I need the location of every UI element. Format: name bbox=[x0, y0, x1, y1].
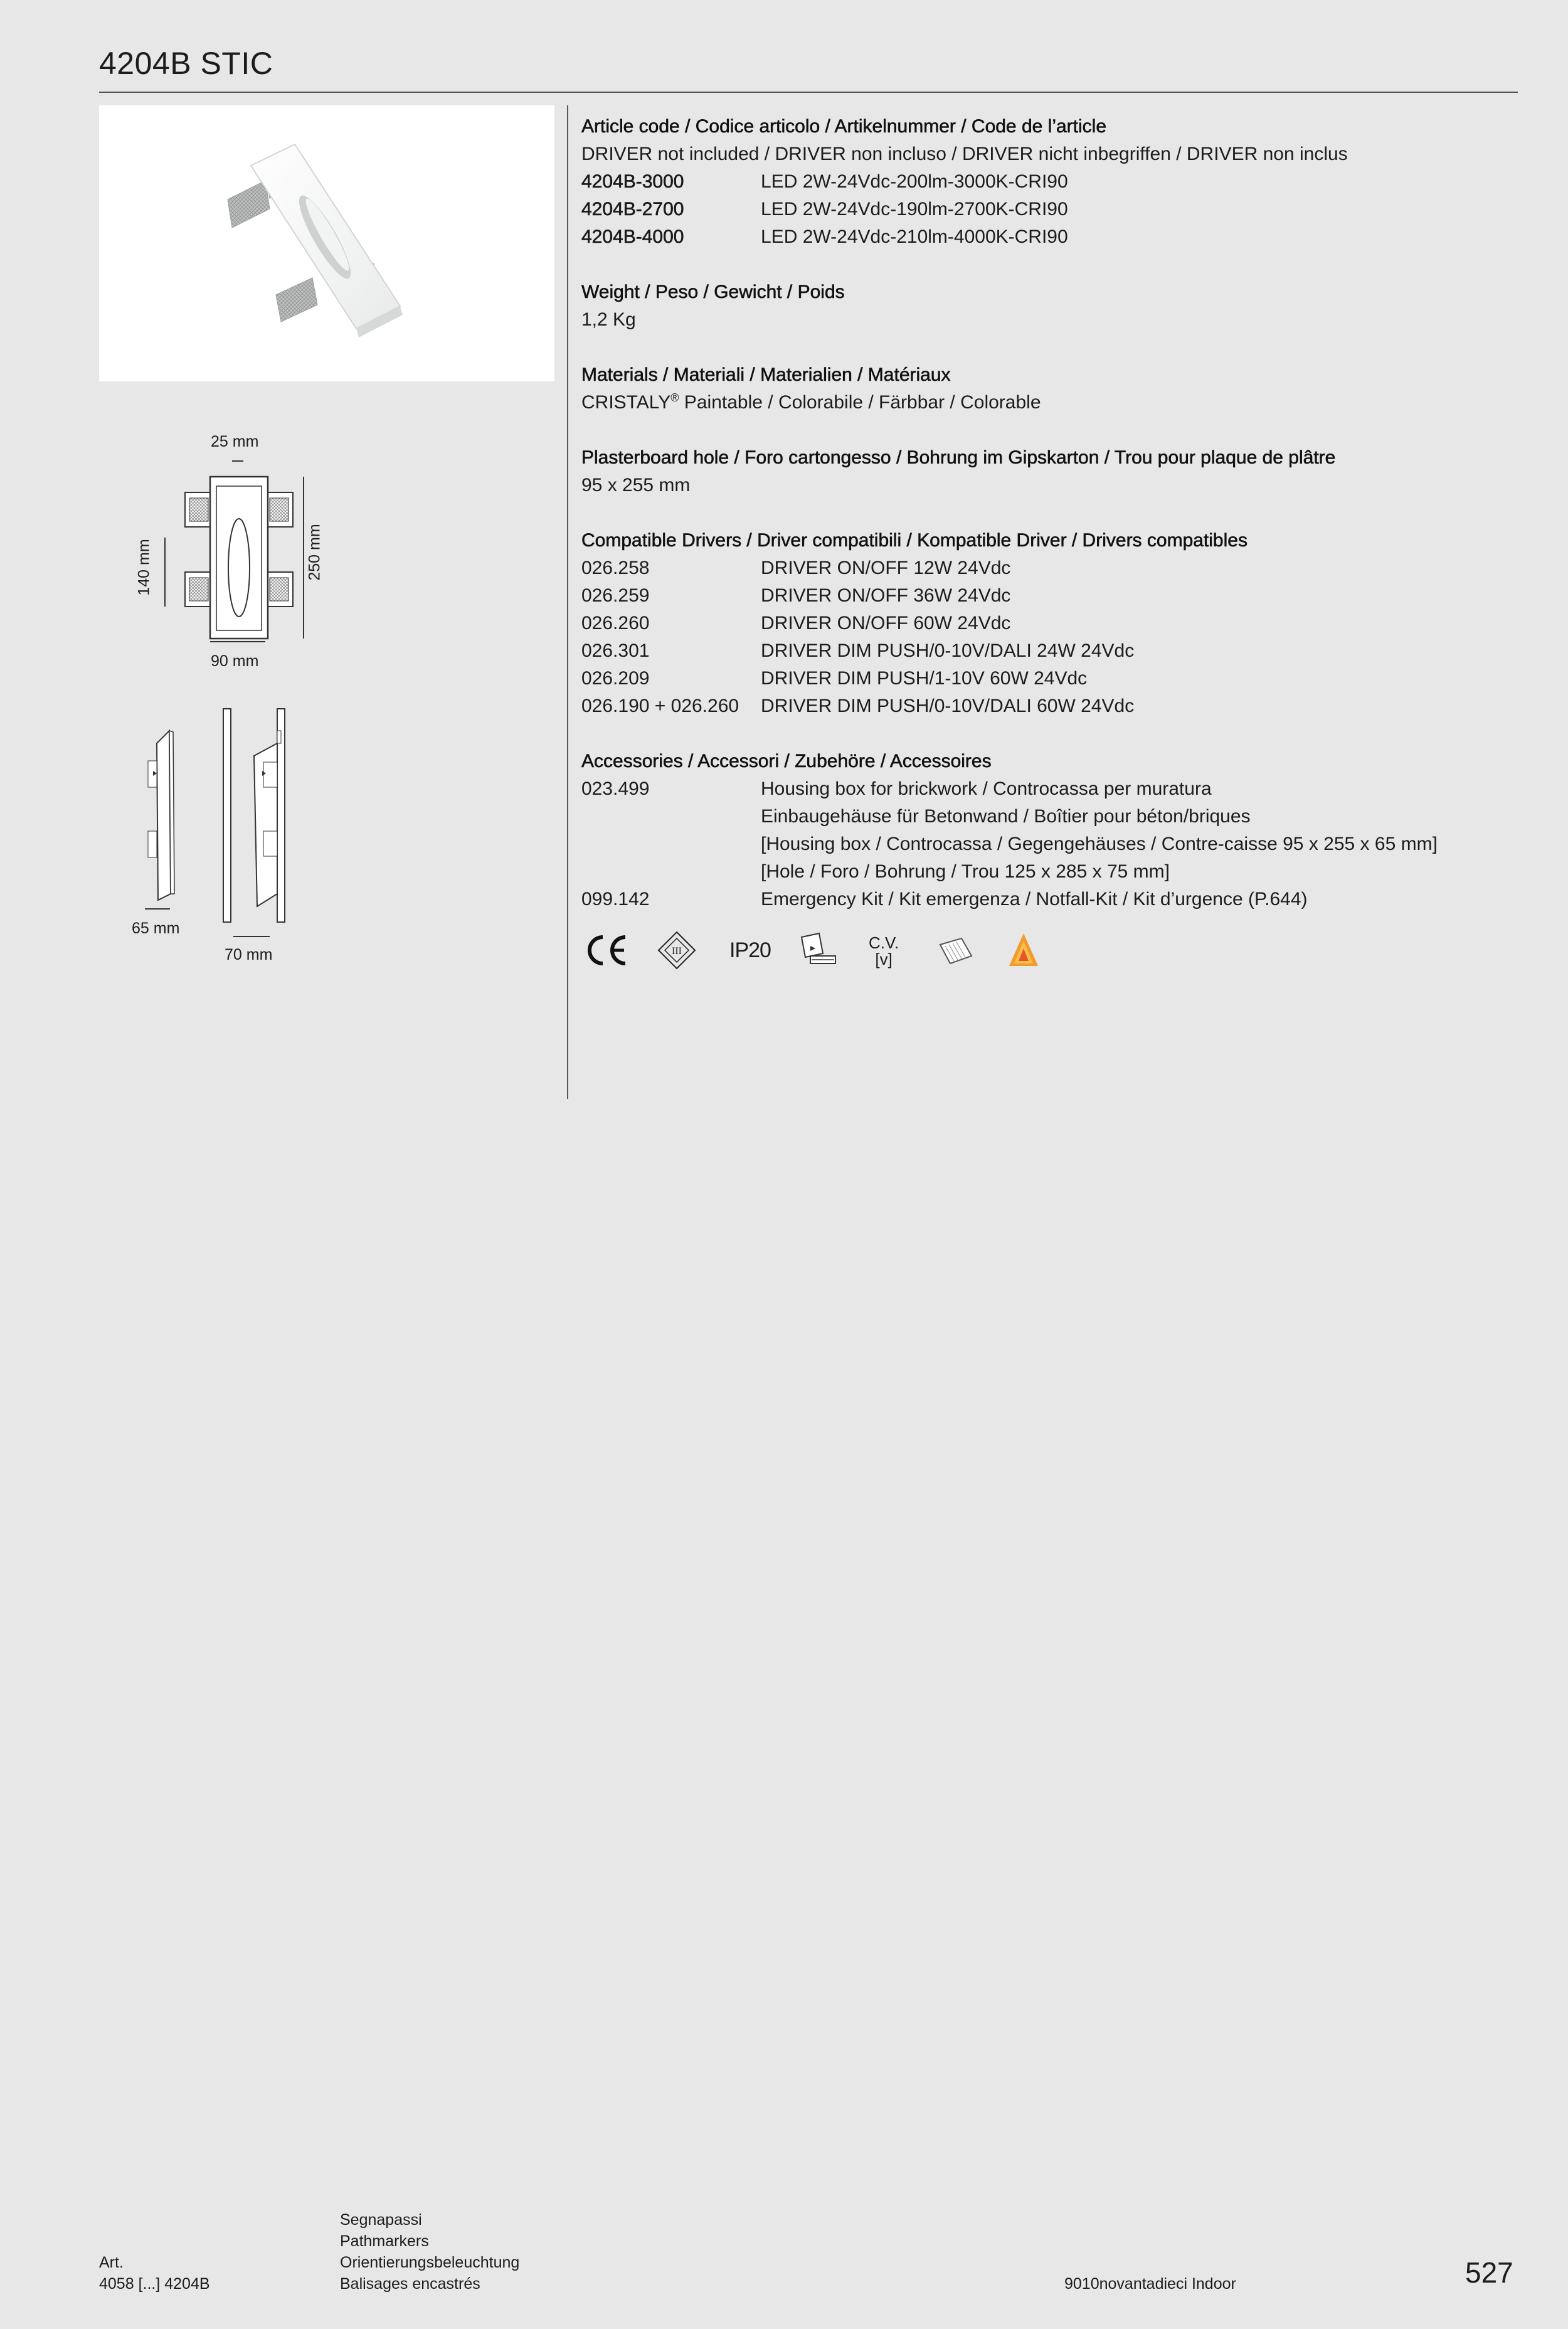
category-item: Balisages encastrés bbox=[340, 2275, 480, 2293]
accessories-section bbox=[581, 748, 1510, 913]
category-item: Segnapassi bbox=[340, 2211, 422, 2229]
dimension-tick bbox=[232, 460, 243, 462]
article-section bbox=[581, 113, 1510, 251]
dimension-width-top: 25 mm bbox=[211, 433, 259, 450]
driver-desc: DRIVER DIM PUSH/0-10V/DALI 60W 24Vdc bbox=[761, 696, 1135, 716]
category-item: Orientierungsbeleuchtung bbox=[340, 2254, 520, 2271]
dimension-width-bottom: 90 mm bbox=[211, 652, 259, 670]
driver-desc: DRIVER ON/OFF 36W 24Vdc bbox=[761, 585, 1011, 606]
driver-code: 026.190 + 026.260 bbox=[581, 696, 739, 716]
accessory-code: 023.499 bbox=[581, 778, 650, 799]
materials-heading: Materials / Materiali / Materialien / Matériaux bbox=[581, 364, 951, 385]
column-divider bbox=[567, 105, 568, 1099]
svg-text:III: III bbox=[672, 946, 682, 957]
article-code: 4204B-2700 bbox=[581, 199, 684, 220]
page-title: 4204B STIC bbox=[99, 46, 273, 81]
accessory-code: 099.142 bbox=[581, 889, 650, 910]
front-drawing bbox=[176, 464, 320, 652]
materials-section bbox=[581, 361, 1510, 416]
installation-icon bbox=[798, 931, 839, 970]
spec-panel bbox=[581, 113, 1510, 941]
dimension-height-right: 250 mm bbox=[305, 524, 324, 581]
driver-row bbox=[581, 665, 1510, 692]
materials-text: Paintable / Colorabile / Färbbar / Colorable bbox=[679, 392, 1041, 413]
driver-row bbox=[581, 692, 1510, 720]
dimension-line-bottom bbox=[210, 641, 265, 642]
accessory-desc: [Hole / Foro / Bohrung / Trou 125 x 285 x 75 mm] bbox=[761, 861, 1170, 882]
product-render bbox=[99, 105, 554, 381]
accessory-desc: Einbaugehäuse für Betonwand / Boîtier pour béton/briques bbox=[761, 806, 1251, 827]
accessory-code bbox=[581, 830, 761, 858]
article-row bbox=[581, 223, 1510, 251]
registered-mark: ® bbox=[670, 391, 679, 404]
materials-brand: CRISTALY bbox=[581, 392, 671, 413]
cv-line1: C.V. bbox=[869, 933, 899, 952]
article-desc: LED 2W-24Vdc-210lm-4000K-CRI90 bbox=[761, 226, 1068, 247]
materials-value bbox=[581, 389, 1510, 416]
article-row bbox=[581, 196, 1510, 223]
accessory-row bbox=[581, 830, 1510, 858]
category-item: Pathmarkers bbox=[340, 2232, 429, 2250]
product-photo bbox=[99, 105, 554, 381]
accessory-desc: Emergency Kit / Kit emergenza / Notfall-Kit / Kit d’urgence (P.644) bbox=[761, 889, 1308, 910]
driver-row bbox=[581, 637, 1510, 665]
drivers-heading: Compatible Drivers / Driver compatibili / Kompatible Driver / Drivers compatibles bbox=[581, 530, 1248, 551]
warning-icon bbox=[1008, 932, 1039, 968]
footer-art bbox=[99, 2252, 210, 2295]
driver-code: 026.209 bbox=[581, 668, 650, 689]
driver-desc: DRIVER ON/OFF 60W 24Vdc bbox=[761, 613, 1011, 634]
accessory-desc: [Housing box / Controcassa / Gegengehäuses / Contre-caisse 95 x 255 x 65 mm] bbox=[761, 834, 1438, 854]
driver-code: 026.259 bbox=[581, 585, 650, 606]
art-label: Art. bbox=[99, 2254, 124, 2271]
driver-code: 026.301 bbox=[581, 640, 650, 661]
article-code: 4204B-4000 bbox=[581, 226, 684, 247]
driver-desc: DRIVER DIM PUSH/0-10V/DALI 24W 24Vdc bbox=[761, 640, 1135, 661]
article-desc: LED 2W-24Vdc-200lm-3000K-CRI90 bbox=[761, 171, 1068, 192]
accessory-row bbox=[581, 858, 1510, 886]
dimension-height-left: 140 mm bbox=[135, 539, 153, 596]
accessory-code bbox=[581, 803, 761, 830]
certification-icons bbox=[580, 928, 1057, 979]
article-row bbox=[581, 168, 1510, 196]
cv-icon bbox=[869, 935, 899, 967]
hole-section bbox=[581, 444, 1510, 499]
driver-row bbox=[581, 610, 1510, 637]
accessories-heading: Accessories / Accessori / Zubehöre / Accessoires bbox=[581, 751, 992, 772]
article-code: 4204B-3000 bbox=[581, 171, 684, 192]
driver-row bbox=[581, 582, 1510, 610]
ip-rating-icon: IP20 bbox=[729, 938, 771, 962]
accessory-row bbox=[581, 775, 1510, 803]
cv-line2: [v] bbox=[875, 950, 893, 968]
side-drawing bbox=[138, 706, 326, 931]
ce-mark-icon bbox=[581, 933, 629, 967]
page-number: 527 bbox=[1465, 2256, 1513, 2289]
class-iii-icon bbox=[657, 931, 696, 970]
accessory-desc: Housing box for brickwork / Controcassa per muratura bbox=[761, 778, 1212, 799]
driver-code: 026.260 bbox=[581, 613, 650, 634]
art-codes: 4058 [...] 4204B bbox=[99, 2275, 210, 2293]
plasterboard-icon bbox=[936, 935, 975, 968]
footer-collection: 9010novantadieci Indoor bbox=[1064, 2275, 1236, 2293]
dimension-line-left bbox=[164, 538, 166, 607]
accessory-code bbox=[581, 858, 761, 886]
top-rule bbox=[99, 92, 1518, 93]
article-heading: Article code / Codice articolo / Artikelnummer / Code de l’article bbox=[581, 116, 1107, 137]
weight-value: 1,2 Kg bbox=[581, 309, 636, 330]
dimension-line-side bbox=[145, 908, 170, 910]
accessory-row bbox=[581, 886, 1510, 913]
driver-row bbox=[581, 554, 1510, 582]
dimension-line-right bbox=[303, 477, 304, 639]
driver-desc: DRIVER ON/OFF 12W 24Vdc bbox=[761, 558, 1011, 578]
weight-section bbox=[581, 279, 1510, 334]
driver-desc: DRIVER DIM PUSH/1-10V 60W 24Vdc bbox=[761, 668, 1088, 689]
drivers-section bbox=[581, 527, 1510, 720]
footer-categories bbox=[340, 2209, 519, 2295]
article-desc: LED 2W-24Vdc-190lm-2700K-CRI90 bbox=[761, 199, 1068, 220]
dimension-depth-side: 65 mm bbox=[132, 920, 180, 937]
hole-value: 95 x 255 mm bbox=[581, 475, 691, 496]
accessory-row bbox=[581, 803, 1510, 830]
dimension-depth-bottom: 70 mm bbox=[225, 946, 273, 963]
dimension-line-bottom-side bbox=[233, 936, 270, 937]
weight-heading: Weight / Peso / Gewicht / Poids bbox=[581, 282, 845, 302]
driver-note: DRIVER not included / DRIVER non incluso / DRIVER nicht inbegriffen / DRIVER non inclus bbox=[581, 144, 1348, 164]
driver-code: 026.258 bbox=[581, 558, 650, 578]
hole-heading: Plasterboard hole / Foro cartongesso / Bohrung im Gipskarton / Trou pour plaque de plâtre bbox=[581, 447, 1336, 468]
